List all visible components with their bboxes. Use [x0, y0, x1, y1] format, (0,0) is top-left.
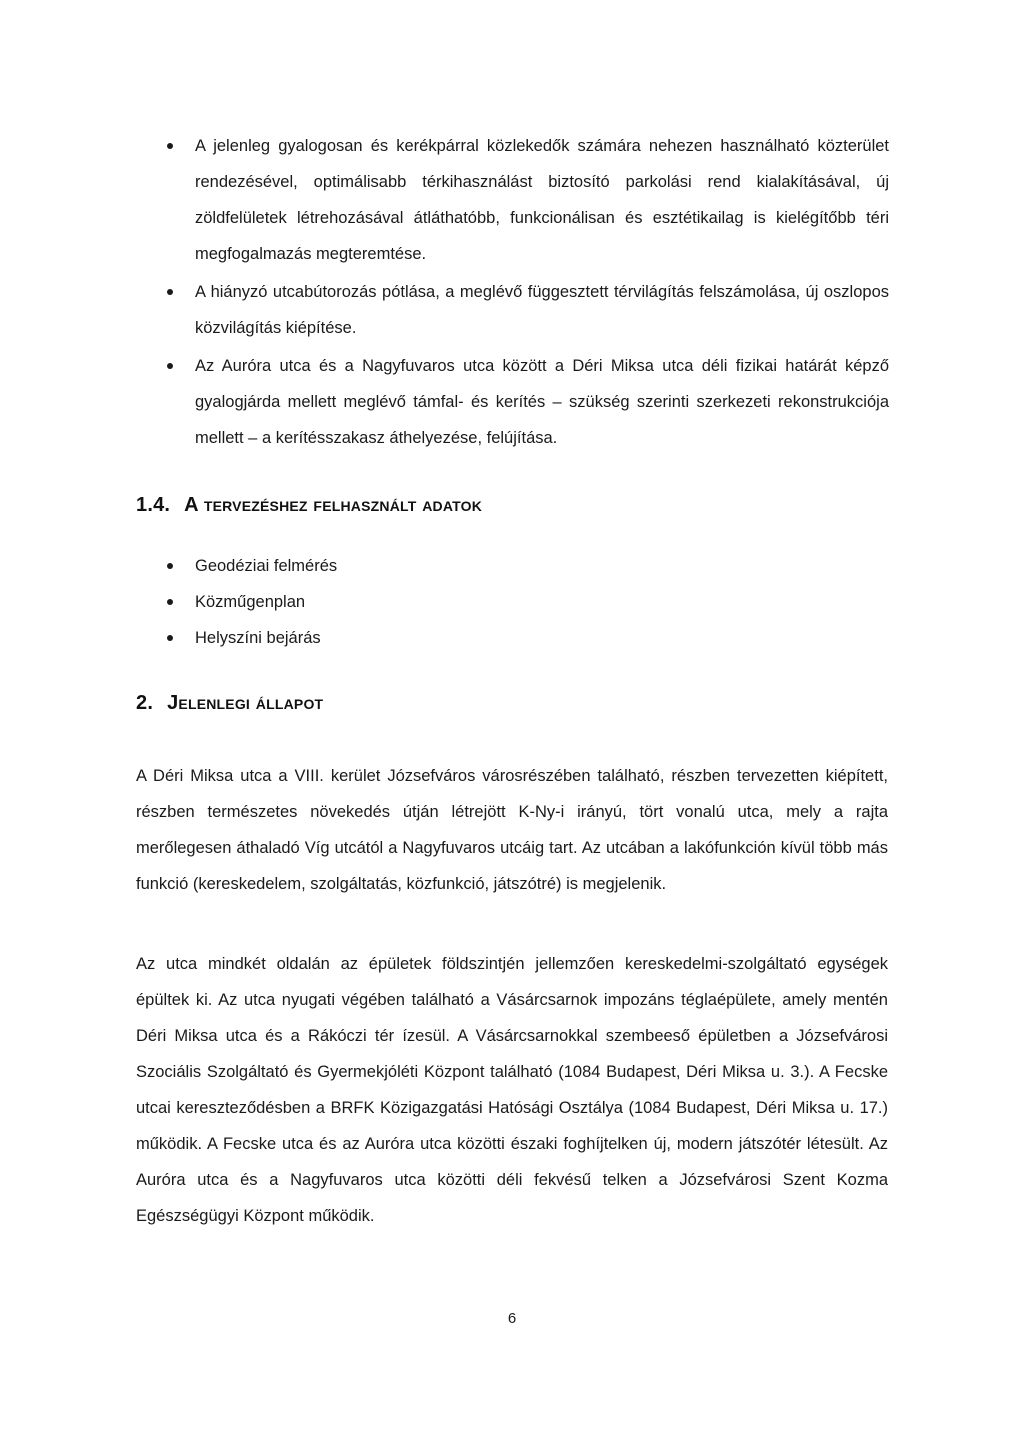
section-heading-2: [136, 692, 323, 715]
bullet-text: Geodéziai felmérés: [195, 557, 338, 575]
bullet-icon: [167, 635, 173, 641]
page-number: 6: [507, 1310, 517, 1327]
paragraph: A Déri Miksa utca a VIII. kerület Józsefváros városrészében található, részben tervezetten kiépített, részben természetes növekedés útján létrejött K-Ny-i irányú, tört vonalú utca, mely a rajta merőlegesen áthaladó Víg utcától a Nagyfuvaros utcáig tart. Az utcában a lakófunkción kívül több más funkció (kereskedelem, szolgáltatás, közfunkció, játszótré) is megjelenik.: [136, 767, 888, 893]
section-title: Jelenlegi állapot: [167, 692, 324, 714]
goals-bullet-list: [167, 128, 889, 458]
section-title: A tervezéshez felhasznált adatok: [184, 494, 483, 516]
list-item: [167, 584, 567, 620]
list-item: [167, 548, 567, 584]
bullet-icon: [167, 363, 173, 369]
bullet-text: Helyszíni bejárás: [195, 629, 321, 647]
bullet-text: Közműgenplan: [195, 593, 306, 611]
bullet-icon: [167, 289, 173, 295]
bullet-icon: [167, 143, 173, 149]
list-item: [167, 128, 889, 272]
list-item: [167, 620, 567, 656]
bullet-icon: [167, 563, 173, 569]
paragraph: Az utca mindkét oldalán az épületek földszintjén jellemzően kereskedelmi-szolgáltató egységek épültek ki. Az utca nyugati végében található a Vásárcsarnok impozáns téglaépülete, amely mentén Déri Miksa utca és a Rákóczi tér ízesül. A Vásárcsarnokkal szembeeső épületben a Józsefvárosi Szociális Szolgáltató és Gyermekjóléti Központ található (1084 Budapest, Déri Miksa u. 3.). A Fecske utcai kereszteződésben a BRFK Közigazgatási Hatósági Osztálya (1084 Budapest, Déri Miksa u. 17.) működik. A Fecske utca és az Auróra utca közötti északi foghíjtelken új, modern játszótér létesült. Az Auróra utca és a Nagyfuvaros utca közötti déli fekvésű telken a Józsefvárosi Szent Kozma Egészségügyi Központ működik.: [136, 955, 888, 1225]
bullet-text: A jelenleg gyalogosan és kerékpárral közlekedők számára nehezen használható közterület rendezésével, optimálisabb térkihasználást biztosító parkolási rend kialakításával, új zöldfelületek létrehozásával átláthatóbb, funkcionálisan és esztétikailag is kielégítőbb téri megfogalmazás megteremtése.: [195, 137, 889, 263]
section-number: 1.4.: [136, 494, 171, 516]
list-item: [167, 348, 889, 456]
bullet-text: Az Auróra utca és a Nagyfuvaros utca között a Déri Miksa utca déli fizikai határát képző gyalogjárda mellett meglévő támfal- és kerítés – szükség szerinti szerkezeti rekonstrukciója mellett – a kerítésszakasz áthelyezése, felújítása.: [195, 357, 889, 447]
section-number: 2.: [136, 692, 154, 714]
bullet-text: A hiányzó utcabútorozás pótlása, a meglévő függesztett térvilágítás felszámolása, új oszlopos közvilágítás kiépítése.: [195, 283, 889, 337]
data-sources-list: [167, 548, 567, 656]
list-item: [167, 274, 889, 346]
section-heading-1-4: [136, 494, 482, 517]
bullet-icon: [167, 599, 173, 605]
